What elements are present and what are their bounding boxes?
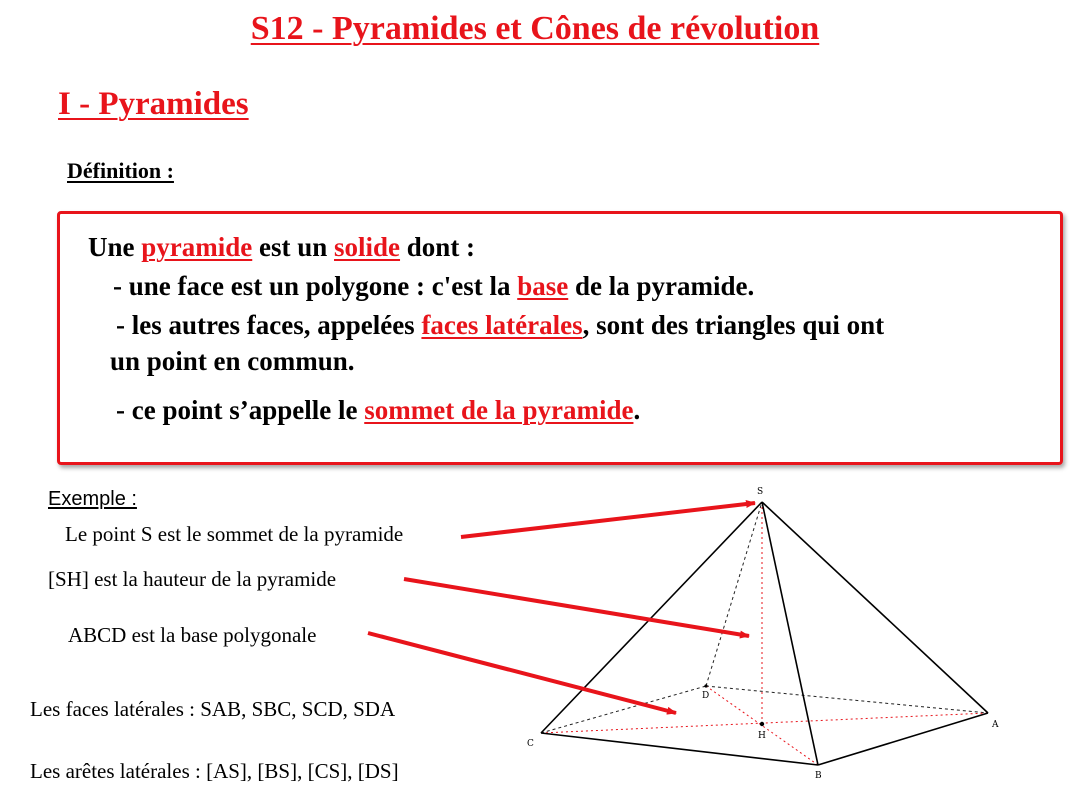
hidden-edge-da [706,686,988,713]
definition-line-3: - les autres faces, appelées faces latérales, sont des triangles qui ont [116,310,885,340]
page-title: S12 - Pyramides et Cônes de révolution [250,10,820,47]
edge-cs [541,502,762,733]
edge-cb [541,733,818,765]
hidden-edge-cd [541,686,706,733]
edge-ba [818,713,988,765]
arrow-to-hauteur [404,579,749,636]
keyword-faces-laterales: faces latérales [421,310,583,340]
label-a: A [992,720,999,730]
example-line-faces: Les faces latérales : SAB, SBC, SCD, SDA [30,697,396,721]
arrow-to-sommet [461,503,755,537]
definition-line-4: un point en commun. [110,346,355,376]
example-line-sommet: Le point S est le sommet de la pyramide [65,522,404,546]
arrow-to-base [368,633,676,713]
point-d [704,684,707,687]
definition-line-5: - ce point s’appelle le sommet de la pyramide. [116,395,641,425]
edge-bs [762,502,818,765]
point-h [760,722,764,726]
keyword-solide: solide [334,232,401,262]
label-s: S [757,487,764,497]
edge-as [762,502,988,713]
label-d: D [702,691,710,701]
keyword-base: base [517,271,569,301]
keyword-sommet: sommet de la pyramide [364,395,634,425]
keyword-pyramide: pyramide [141,232,253,262]
definition-label: Définition : [67,158,174,183]
hidden-edge-ds [706,502,762,686]
label-c: C [527,739,534,749]
base-diagonal-ac [541,713,988,733]
example-label: Exemple : [48,488,137,510]
example-line-base: ABCD est la base polygonale [68,623,317,647]
section-heading: I - Pyramides [58,86,249,122]
definition-line-1: Une pyramide est un solide dont : [88,232,476,262]
example-line-aretes: Les arêtes latérales : [AS], [BS], [CS], [DS] [30,759,399,783]
example-line-hauteur: [SH] est la hauteur de la pyramide [48,567,337,591]
label-h: H [758,731,766,741]
label-b: B [815,771,822,781]
definition-line-2: - une face est un polygone : c'est la base de la pyramide. [113,271,755,301]
